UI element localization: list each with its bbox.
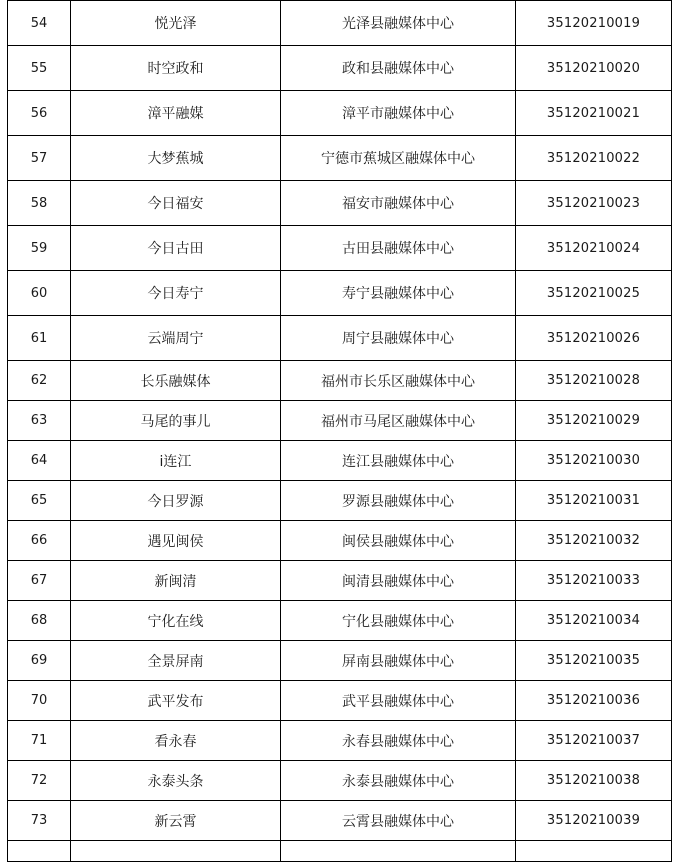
- table-row: [8, 361, 672, 401]
- account-name: 新云霄: [71, 801, 281, 841]
- table-row: [8, 46, 672, 91]
- account-name: 悦光泽: [71, 1, 281, 46]
- row-number: 56: [8, 91, 71, 136]
- table-row: [8, 801, 672, 841]
- account-name: 今日古田: [71, 226, 281, 271]
- row-number: 68: [8, 601, 71, 641]
- account-name: i连江: [71, 441, 281, 481]
- row-number: 69: [8, 641, 71, 681]
- table-row: [8, 681, 672, 721]
- row-number: 73: [8, 801, 71, 841]
- operating-unit: 政和县融媒体中心: [281, 46, 516, 91]
- registration-code: 35120210033: [516, 561, 672, 601]
- row-number: 64: [8, 441, 71, 481]
- operating-unit: 连江县融媒体中心: [281, 441, 516, 481]
- table-row-partial-bottom: [8, 841, 672, 862]
- table-row: [8, 641, 672, 681]
- registry-table: [7, 0, 672, 862]
- row-number: 62: [8, 361, 71, 401]
- account-name: 云端周宁: [71, 316, 281, 361]
- registration-code: 35120210031: [516, 481, 672, 521]
- registration-code: 35120210021: [516, 91, 672, 136]
- registration-code: 35120210029: [516, 401, 672, 441]
- row-number: 61: [8, 316, 71, 361]
- registration-code: 35120210038: [516, 761, 672, 801]
- account-name: 遇见闽侯: [71, 521, 281, 561]
- registration-code: 35120210032: [516, 521, 672, 561]
- registration-code: 35120210034: [516, 601, 672, 641]
- row-number: 67: [8, 561, 71, 601]
- table-row: [8, 601, 672, 641]
- table-row: [8, 521, 672, 561]
- account-name: 看永春: [71, 721, 281, 761]
- row-number: 58: [8, 181, 71, 226]
- operating-unit: 光泽县融媒体中心: [281, 1, 516, 46]
- row-number: 66: [8, 521, 71, 561]
- registration-code: 35120210035: [516, 641, 672, 681]
- account-name: 今日寿宁: [71, 271, 281, 316]
- operating-unit: 福安市融媒体中心: [281, 181, 516, 226]
- table-row: [8, 91, 672, 136]
- operating-unit: 云霄县融媒体中心: [281, 801, 516, 841]
- table-row: [8, 271, 672, 316]
- operating-unit: 闽侯县融媒体中心: [281, 521, 516, 561]
- row-number: 59: [8, 226, 71, 271]
- operating-unit: 屏南县融媒体中心: [281, 641, 516, 681]
- operating-unit: 永泰县融媒体中心: [281, 761, 516, 801]
- row-number: 70: [8, 681, 71, 721]
- account-name: 今日罗源: [71, 481, 281, 521]
- operating-unit: 宁化县融媒体中心: [281, 601, 516, 641]
- table-row: [8, 481, 672, 521]
- row-number: 71: [8, 721, 71, 761]
- row-number: 54: [8, 1, 71, 46]
- table-row: [8, 561, 672, 601]
- operating-unit: 宁德市蕉城区融媒体中心: [281, 136, 516, 181]
- registration-code: 35120210030: [516, 441, 672, 481]
- registration-code: 35120210025: [516, 271, 672, 316]
- account-name: 漳平融媒: [71, 91, 281, 136]
- operating-unit: 福州市马尾区融媒体中心: [281, 401, 516, 441]
- account-name: 今日福安: [71, 181, 281, 226]
- registration-code: 35120210023: [516, 181, 672, 226]
- registration-code: 35120210039: [516, 801, 672, 841]
- account-name: 永泰头条: [71, 761, 281, 801]
- account-name: 时空政和: [71, 46, 281, 91]
- registration-code: 35120210026: [516, 316, 672, 361]
- table-row: [8, 401, 672, 441]
- table-row: [8, 441, 672, 481]
- registration-code: 35120210022: [516, 136, 672, 181]
- account-name: 新闽清: [71, 561, 281, 601]
- row-number: 60: [8, 271, 71, 316]
- registration-code: 35120210019: [516, 1, 672, 46]
- registration-code: 35120210037: [516, 721, 672, 761]
- table-row: [8, 181, 672, 226]
- table-row: [8, 316, 672, 361]
- registration-code: 35120210020: [516, 46, 672, 91]
- operating-unit: 漳平市融媒体中心: [281, 91, 516, 136]
- row-number: 57: [8, 136, 71, 181]
- operating-unit: 武平县融媒体中心: [281, 681, 516, 721]
- operating-unit: 永春县融媒体中心: [281, 721, 516, 761]
- account-name: 全景屏南: [71, 641, 281, 681]
- account-name: 武平发布: [71, 681, 281, 721]
- operating-unit: 周宁县融媒体中心: [281, 316, 516, 361]
- account-name: 长乐融媒体: [71, 361, 281, 401]
- table-row: [8, 226, 672, 271]
- registry-table-container: [7, 0, 671, 862]
- operating-unit: 闽清县融媒体中心: [281, 561, 516, 601]
- operating-unit: 古田县融媒体中心: [281, 226, 516, 271]
- account-name: 大梦蕉城: [71, 136, 281, 181]
- registration-code: 35120210024: [516, 226, 672, 271]
- table-row: [8, 721, 672, 761]
- registration-code: 35120210028: [516, 361, 672, 401]
- table-row: [8, 1, 672, 46]
- row-number: 72: [8, 761, 71, 801]
- operating-unit: 福州市长乐区融媒体中心: [281, 361, 516, 401]
- operating-unit: 罗源县融媒体中心: [281, 481, 516, 521]
- registration-code: 35120210036: [516, 681, 672, 721]
- table-row: [8, 761, 672, 801]
- row-number: 65: [8, 481, 71, 521]
- row-number: 55: [8, 46, 71, 91]
- account-name: 马尾的事儿: [71, 401, 281, 441]
- table-row: [8, 136, 672, 181]
- row-number: 63: [8, 401, 71, 441]
- operating-unit: 寿宁县融媒体中心: [281, 271, 516, 316]
- account-name: 宁化在线: [71, 601, 281, 641]
